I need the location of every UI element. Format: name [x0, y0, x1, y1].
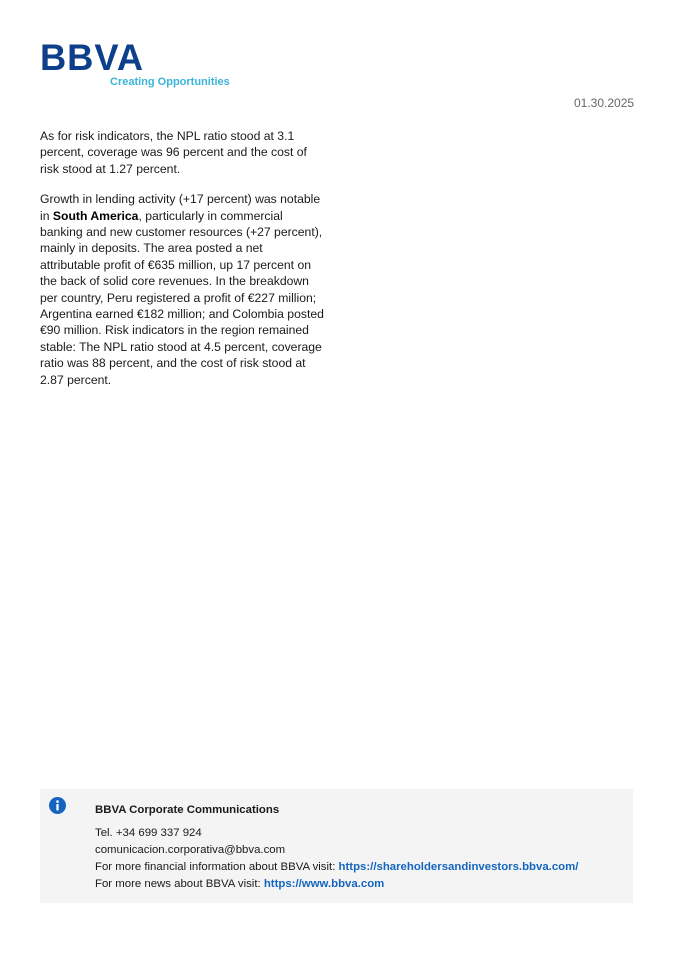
financial-info-line — [95, 859, 578, 876]
svg-text:BBVA: BBVA — [40, 40, 144, 72]
region-highlight: South America — [52, 208, 139, 223]
contact-phone: Tel. +34 699 337 924 — [95, 827, 202, 839]
paragraph-text: , particularly in commercial banking and new customer resources (+27 percent), mainly in deposits. The area posted a net attributable profit of €635 million, up 17 percent on the back of solid core revenues. In the breakdown per country, Peru registered a profit of €227 million; Argentina earned €182 million; and Colombia posted €90 million. Risk indicators in the region remained stable: The NPL ratio stood at 4.5 percent, coverage ratio was 88 percent, and the cost of risk stood at 2.87 percent. — [40, 208, 324, 387]
press-release-date: 01.30.2025 — [574, 96, 635, 110]
tagline: Creating Opportunities — [110, 76, 230, 88]
bbva-logo — [40, 40, 145, 72]
contact-title: BBVA Corporate Communications — [95, 804, 280, 816]
contact-email[interactable]: comunicacion.corporativa@bbva.com — [95, 844, 286, 856]
bbva-news-link[interactable]: https://www.bbva.com — [263, 878, 385, 890]
news-line — [95, 876, 578, 893]
article-body — [40, 128, 325, 402]
contact-details — [95, 802, 578, 893]
paragraph-text: Growth in lending activity (+17 percent) was notable in — [40, 192, 321, 223]
financial-info-label: For more financial information about BBVA visit: — [95, 861, 339, 873]
info-icon — [49, 797, 66, 814]
news-label: For more news about BBVA visit: — [95, 878, 264, 890]
shareholders-link[interactable]: https://shareholdersandinvestors.bbva.com/ — [338, 861, 579, 873]
contact-box — [40, 789, 633, 903]
bbva-logo-mark — [40, 40, 145, 72]
paragraph-south-america — [40, 191, 325, 388]
paragraph-risk-indicators: As for risk indicators, the NPL ratio stood at 3.1 percent, coverage was 96 percent and the cost of risk stood at 1.27 percent. — [40, 129, 307, 176]
